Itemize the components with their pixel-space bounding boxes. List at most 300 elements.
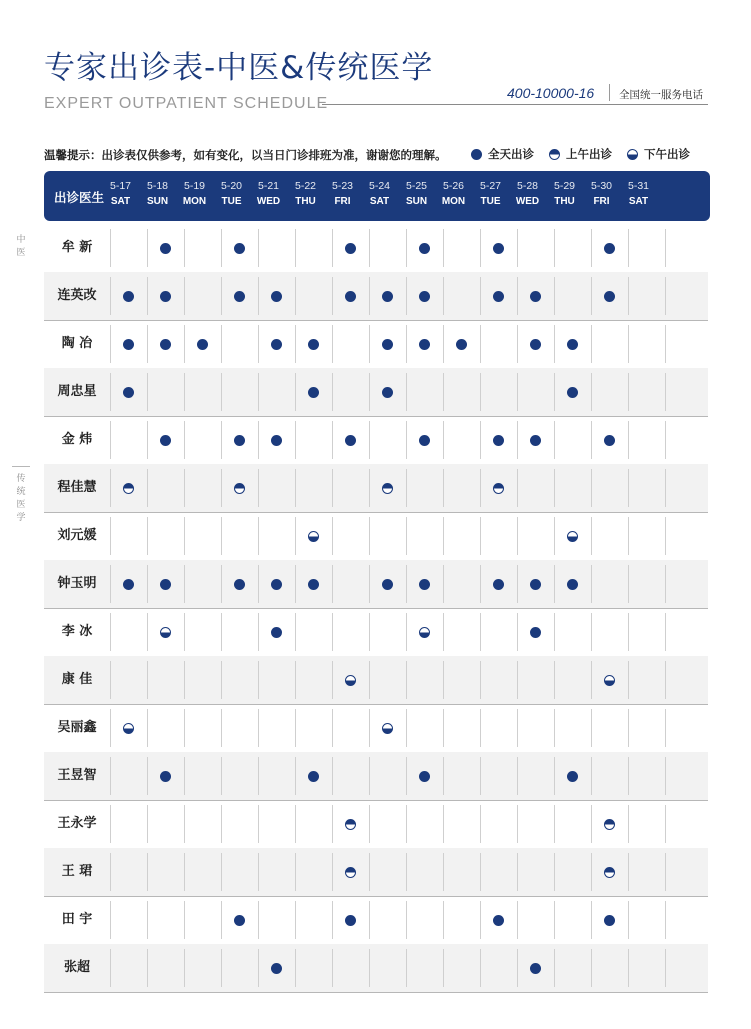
- schedule-cell: [295, 272, 332, 320]
- full-day-icon: [271, 435, 282, 446]
- schedule-cell: [554, 560, 591, 608]
- schedule-cell: [369, 224, 406, 272]
- schedule-cell: [369, 608, 406, 656]
- afternoon-icon: [160, 627, 171, 638]
- schedule-cell: [369, 944, 406, 992]
- schedule-cell: [443, 944, 480, 992]
- schedule-cell: [184, 464, 221, 512]
- schedule-cell: [591, 416, 628, 464]
- table-row: [44, 320, 708, 369]
- schedule-cell: [147, 224, 184, 272]
- full-day-icon: [530, 627, 541, 638]
- table-row: [44, 896, 708, 945]
- full-day-icon: [382, 579, 393, 590]
- schedule-cell: [221, 848, 258, 896]
- schedule-cell: [591, 608, 628, 656]
- schedule-cell: [480, 560, 517, 608]
- schedule-cell: [184, 944, 221, 992]
- schedule-cell: [258, 800, 295, 848]
- full-day-icon: [345, 915, 356, 926]
- full-day-icon: [345, 291, 356, 302]
- column-divider: [665, 853, 666, 891]
- side-label-traditional: 传 统 医 学: [16, 474, 26, 523]
- full-day-icon: [234, 243, 245, 254]
- day-header: [472, 180, 509, 207]
- schedule-cell: [369, 800, 406, 848]
- schedule-cell: [110, 848, 147, 896]
- schedule-cell: [517, 512, 554, 560]
- day-weekday: WED: [515, 196, 540, 207]
- schedule-cell: [258, 896, 295, 944]
- schedule-cell: [406, 416, 443, 464]
- full-day-icon: [234, 291, 245, 302]
- full-day-icon: [567, 339, 578, 350]
- schedule-cell: [554, 464, 591, 512]
- schedule-cell: [517, 272, 554, 320]
- schedule-cell: [221, 896, 258, 944]
- full-day-icon: [530, 339, 541, 350]
- schedule-cell: [110, 704, 147, 752]
- schedule-cell: [110, 944, 147, 992]
- schedule-cell: [406, 704, 443, 752]
- schedule-cell: [480, 848, 517, 896]
- schedule-cell: [517, 224, 554, 272]
- schedule-cell: [295, 800, 332, 848]
- day-date: 5-26: [442, 180, 464, 192]
- day-weekday: TUE: [480, 196, 501, 207]
- schedule-cell: [591, 704, 628, 752]
- schedule-cell: [295, 464, 332, 512]
- schedule-cell: [295, 224, 332, 272]
- schedule-cell: [628, 560, 665, 608]
- schedule-cell: [443, 464, 480, 512]
- full-day-icon: [271, 339, 282, 350]
- doctor-name: 陶 冶: [61, 336, 93, 351]
- day-header: [176, 180, 213, 207]
- day-date: 5-25: [405, 180, 427, 192]
- day-header: [583, 180, 620, 207]
- schedule-cell: [554, 416, 591, 464]
- table-row: [44, 800, 708, 849]
- schedule-cell: [628, 752, 665, 800]
- schedule-cell: [591, 464, 628, 512]
- full-day-icon: [123, 339, 134, 350]
- schedule-cell: [443, 512, 480, 560]
- schedule-cell: [184, 320, 221, 368]
- schedule-cell: [332, 800, 369, 848]
- full-day-icon: [382, 387, 393, 398]
- schedule-cell: [147, 512, 184, 560]
- table-header: [44, 171, 710, 221]
- morning-icon: [604, 867, 615, 878]
- schedule-cell: [554, 320, 591, 368]
- table-row: [44, 848, 708, 897]
- schedule-cell: [369, 368, 406, 416]
- morning-icon: [345, 867, 356, 878]
- schedule-cell: [517, 416, 554, 464]
- schedule-cell: [369, 656, 406, 704]
- schedule-cell: [406, 656, 443, 704]
- schedule-cell: [517, 320, 554, 368]
- day-weekday: SAT: [369, 196, 390, 207]
- schedule-cell: [295, 896, 332, 944]
- doctor-column-header: 出诊医生: [54, 190, 105, 205]
- full-day-icon: [160, 435, 171, 446]
- schedule-cell: [221, 512, 258, 560]
- schedule-cell: [147, 272, 184, 320]
- day-header: [509, 180, 546, 207]
- schedule-cell: [295, 848, 332, 896]
- full-day-icon: [530, 291, 541, 302]
- full-day-icon: [345, 243, 356, 254]
- full-day-icon: [160, 291, 171, 302]
- full-day-icon: [419, 339, 430, 350]
- subtitle-rule: [322, 104, 708, 105]
- morning-icon: [123, 483, 134, 494]
- day-header: [398, 180, 435, 207]
- schedule-cell: [369, 752, 406, 800]
- schedule-cell: [591, 848, 628, 896]
- schedule-cell: [628, 320, 665, 368]
- day-date: 5-19: [183, 180, 205, 192]
- schedule-cell: [332, 560, 369, 608]
- legend-pm-label: 下午出诊: [644, 147, 690, 161]
- schedule-cell: [110, 416, 147, 464]
- morning-icon: [345, 819, 356, 830]
- schedule-cell: [332, 656, 369, 704]
- schedule-cell: [369, 464, 406, 512]
- table-row: [44, 512, 708, 561]
- full-day-icon: [160, 339, 171, 350]
- full-day-icon: [456, 339, 467, 350]
- schedule-cell: [110, 800, 147, 848]
- schedule-cell: [517, 848, 554, 896]
- schedule-cell: [480, 224, 517, 272]
- schedule-cell: [406, 752, 443, 800]
- schedule-cell: [184, 800, 221, 848]
- full-day-icon: [419, 579, 430, 590]
- schedule-cell: [591, 752, 628, 800]
- schedule-cell: [369, 416, 406, 464]
- day-weekday: SUN: [405, 196, 428, 207]
- schedule-cell: [110, 752, 147, 800]
- schedule-cell: [406, 608, 443, 656]
- table-row: [44, 272, 708, 321]
- schedule-cell: [628, 464, 665, 512]
- schedule-cell: [332, 752, 369, 800]
- schedule-cell: [221, 320, 258, 368]
- day-header: [213, 180, 250, 207]
- schedule-cell: [443, 320, 480, 368]
- column-divider: [665, 805, 666, 843]
- day-date: 5-27: [479, 180, 501, 192]
- schedule-cell: [443, 608, 480, 656]
- schedule-cell: [110, 608, 147, 656]
- full-day-icon: [382, 339, 393, 350]
- day-header: [250, 180, 287, 207]
- schedule-cell: [221, 656, 258, 704]
- day-date: 5-31: [627, 180, 649, 192]
- schedule-cell: [480, 464, 517, 512]
- schedule-cell: [480, 512, 517, 560]
- full-day-icon: [271, 963, 282, 974]
- doctor-name: 李 冰: [61, 624, 93, 639]
- schedule-cell: [517, 800, 554, 848]
- schedule-cell: [184, 752, 221, 800]
- schedule-cell: [221, 464, 258, 512]
- page-subtitle: EXPERT OUTPATIENT SCHEDULE: [44, 95, 329, 112]
- day-date: 5-30: [590, 180, 612, 192]
- day-weekday: WED: [256, 196, 281, 207]
- full-day-icon: [234, 435, 245, 446]
- schedule-cell: [406, 848, 443, 896]
- schedule-cell: [443, 368, 480, 416]
- schedule-cell: [184, 368, 221, 416]
- schedule-cell: [221, 608, 258, 656]
- schedule-cell: [147, 704, 184, 752]
- schedule-cell: [554, 752, 591, 800]
- column-divider: [665, 325, 666, 363]
- column-divider: [665, 517, 666, 555]
- schedule-cell: [369, 320, 406, 368]
- schedule-cell: [110, 512, 147, 560]
- day-date: 5-24: [368, 180, 390, 192]
- afternoon-icon: [123, 723, 134, 734]
- schedule-cell: [628, 368, 665, 416]
- schedule-cell: [369, 896, 406, 944]
- schedule-cell: [110, 896, 147, 944]
- full-day-icon: [493, 243, 504, 254]
- schedule-cell: [628, 656, 665, 704]
- doctor-name: 王 珺: [61, 864, 93, 879]
- schedule-cell: [221, 416, 258, 464]
- schedule-cell: [221, 704, 258, 752]
- day-date: 5-17: [109, 180, 131, 192]
- full-day-icon: [493, 435, 504, 446]
- schedule-cell: [628, 512, 665, 560]
- column-divider: [665, 373, 666, 411]
- column-divider: [665, 229, 666, 267]
- day-weekday: FRI: [334, 196, 351, 207]
- schedule-cell: [628, 416, 665, 464]
- schedule-cell: [332, 368, 369, 416]
- schedule-cell: [147, 464, 184, 512]
- schedule-cell: [369, 560, 406, 608]
- full-day-icon: [308, 771, 319, 782]
- day-weekday: SAT: [628, 196, 649, 207]
- full-day-icon: [567, 579, 578, 590]
- column-divider: [665, 709, 666, 747]
- full-day-icon: [271, 579, 282, 590]
- schedule-cell: [628, 608, 665, 656]
- table-row: [44, 944, 708, 993]
- schedule-cell: [332, 848, 369, 896]
- schedule-cell: [517, 704, 554, 752]
- schedule-cell: [554, 800, 591, 848]
- schedule-cell: [332, 512, 369, 560]
- schedule-cell: [184, 896, 221, 944]
- schedule-cell: [591, 896, 628, 944]
- schedule-cell: [332, 224, 369, 272]
- full-day-icon: [419, 291, 430, 302]
- schedule-cell: [332, 896, 369, 944]
- table-row: [44, 752, 708, 801]
- schedule-cell: [628, 896, 665, 944]
- full-day-icon: [604, 291, 615, 302]
- schedule-cell: [406, 368, 443, 416]
- schedule-cell: [184, 272, 221, 320]
- table-row: [44, 704, 708, 753]
- schedule-cell: [628, 224, 665, 272]
- schedule-cell: [184, 416, 221, 464]
- hotline-label: 全国统一服务电话: [619, 89, 703, 101]
- doctor-name: 连英改: [57, 288, 97, 303]
- schedule-cell: [221, 224, 258, 272]
- schedule-cell: [443, 656, 480, 704]
- schedule-cell: [480, 800, 517, 848]
- full-day-icon: [530, 963, 541, 974]
- schedule-cell: [480, 944, 517, 992]
- schedule-cell: [147, 560, 184, 608]
- schedule-cell: [295, 416, 332, 464]
- schedule-cell: [295, 512, 332, 560]
- table-row: [44, 368, 708, 417]
- table-row: [44, 416, 708, 465]
- full-day-icon: [308, 579, 319, 590]
- schedule-cell: [554, 368, 591, 416]
- schedule-cell: [480, 704, 517, 752]
- morning-icon: [234, 483, 245, 494]
- day-weekday: FRI: [593, 196, 610, 207]
- schedule-cell: [591, 944, 628, 992]
- schedule-cell: [443, 896, 480, 944]
- schedule-cell: [517, 464, 554, 512]
- schedule-cell: [332, 944, 369, 992]
- schedule-cell: [406, 224, 443, 272]
- schedule-cell: [591, 272, 628, 320]
- afternoon-icon: [382, 723, 393, 734]
- schedule-cell: [443, 752, 480, 800]
- schedule-cell: [184, 608, 221, 656]
- full-day-icon: [567, 387, 578, 398]
- morning-icon: [549, 149, 560, 160]
- full-day-icon: [123, 291, 134, 302]
- schedule-cell: [295, 656, 332, 704]
- full-day-icon: [160, 771, 171, 782]
- column-divider: [665, 565, 666, 603]
- legend-full-label: 全天出诊: [488, 147, 534, 161]
- schedule-cell: [221, 368, 258, 416]
- full-day-icon: [382, 291, 393, 302]
- schedule-cell: [258, 272, 295, 320]
- hotline-number: 400-10000-16: [507, 85, 595, 101]
- full-day-icon: [308, 339, 319, 350]
- doctor-name: 牟 新: [61, 240, 93, 255]
- schedule-cell: [443, 272, 480, 320]
- day-header: [361, 180, 398, 207]
- schedule-cell: [554, 704, 591, 752]
- schedule-cell: [184, 512, 221, 560]
- full-day-icon: [308, 387, 319, 398]
- day-weekday: SAT: [110, 196, 131, 207]
- schedule-cell: [332, 416, 369, 464]
- full-day-icon: [234, 579, 245, 590]
- schedule-cell: [628, 272, 665, 320]
- full-day-icon: [530, 435, 541, 446]
- schedule-cell: [591, 320, 628, 368]
- schedule-cell: [406, 320, 443, 368]
- schedule-cell: [110, 320, 147, 368]
- full-day-icon: [493, 915, 504, 926]
- schedule-cell: [628, 704, 665, 752]
- column-divider: [665, 277, 666, 315]
- schedule-cell: [110, 224, 147, 272]
- column-divider: [665, 613, 666, 651]
- schedule-cell: [554, 512, 591, 560]
- schedule-cell: [258, 464, 295, 512]
- schedule-cell: [369, 272, 406, 320]
- full-day-icon: [471, 149, 482, 160]
- schedule-cell: [295, 320, 332, 368]
- day-header: [324, 180, 361, 207]
- schedule-cell: [554, 848, 591, 896]
- schedule-cell: [628, 800, 665, 848]
- full-day-icon: [197, 339, 208, 350]
- schedule-cell: [147, 848, 184, 896]
- legend-pm: [627, 146, 690, 162]
- table-row: [44, 464, 708, 513]
- full-day-icon: [123, 579, 134, 590]
- schedule-cell: [295, 608, 332, 656]
- schedule-cell: [221, 272, 258, 320]
- schedule-cell: [110, 272, 147, 320]
- schedule-cell: [369, 704, 406, 752]
- full-day-icon: [604, 243, 615, 254]
- legend-full: [471, 146, 534, 162]
- full-day-icon: [567, 771, 578, 782]
- schedule-cell: [110, 368, 147, 416]
- schedule-cell: [221, 800, 258, 848]
- schedule-cell: [443, 704, 480, 752]
- column-divider: [665, 421, 666, 459]
- schedule-cell: [480, 416, 517, 464]
- schedule-cell: [147, 656, 184, 704]
- schedule-cell: [147, 800, 184, 848]
- schedule-cell: [517, 944, 554, 992]
- schedule-cell: [554, 608, 591, 656]
- schedule-cell: [554, 896, 591, 944]
- schedule-cell: [184, 656, 221, 704]
- schedule-cell: [110, 464, 147, 512]
- schedule-cell: [628, 848, 665, 896]
- schedule-cell: [147, 368, 184, 416]
- schedule-cell: [258, 944, 295, 992]
- schedule-cell: [258, 560, 295, 608]
- side-divider: [12, 466, 30, 467]
- doctor-name: 吴丽鑫: [57, 720, 97, 735]
- full-day-icon: [345, 435, 356, 446]
- day-weekday: SUN: [146, 196, 169, 207]
- schedule-cell: [591, 512, 628, 560]
- schedule-cell: [517, 368, 554, 416]
- schedule-cell: [406, 464, 443, 512]
- schedule-cell: [517, 656, 554, 704]
- doctor-name: 程佳慧: [57, 480, 97, 495]
- schedule-cell: [147, 752, 184, 800]
- schedule-cell: [406, 272, 443, 320]
- hotline-separator: [609, 84, 610, 101]
- schedule-cell: [147, 944, 184, 992]
